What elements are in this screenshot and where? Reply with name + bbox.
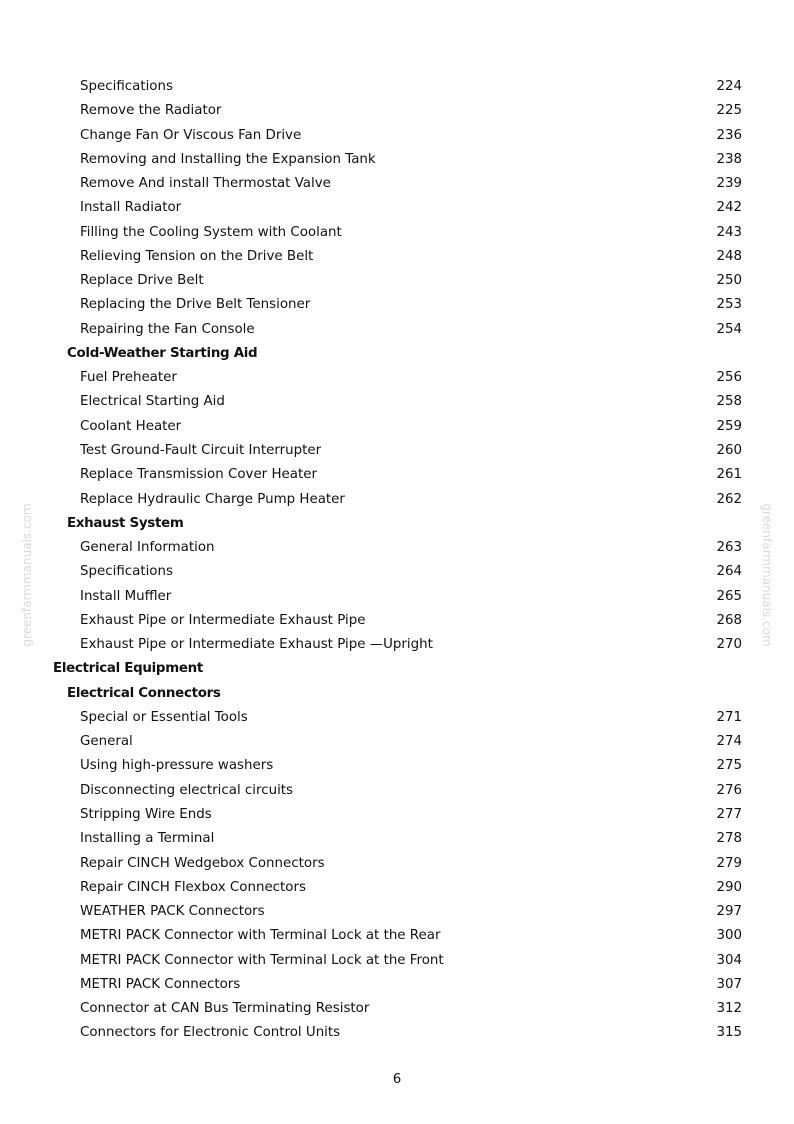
- toc-entry-title: Change Fan Or Viscous Fan Drive: [80, 127, 302, 143]
- toc-entry-title: Connectors for Electronic Control Units: [80, 1025, 341, 1041]
- toc-section-heading[interactable]: [0, 342, 794, 366]
- toc-entry[interactable]: [0, 585, 794, 609]
- toc-entry-page: 248: [716, 248, 742, 264]
- toc-entry[interactable]: [0, 1021, 794, 1045]
- toc-entry-page: 278: [716, 831, 742, 847]
- toc-entry[interactable]: [0, 415, 794, 439]
- toc-section-heading[interactable]: [0, 512, 794, 536]
- toc-entry-title: Removing and Installing the Expansion Tank: [80, 151, 376, 167]
- watermark-left: greenfarmmanuals.com: [20, 503, 34, 647]
- toc-entry-title: Filling the Cooling System with Coolant: [80, 224, 342, 240]
- toc-entry-title: Replace Drive Belt: [80, 273, 204, 289]
- toc-entry-title: METRI PACK Connectors: [80, 976, 241, 992]
- toc-entry-title: Install Radiator: [80, 200, 182, 216]
- toc-entry[interactable]: [0, 366, 794, 390]
- toc-entry[interactable]: [0, 730, 794, 754]
- toc-entry-title: Replace Transmission Cover Heater: [80, 467, 317, 483]
- toc-entry-title: Installing a Terminal: [80, 831, 215, 847]
- toc-entry-title: Exhaust Pipe or Intermediate Exhaust Pipe —Upright: [80, 637, 433, 653]
- toc-entry-page: 261: [716, 467, 742, 483]
- toc-entry-page: 254: [716, 321, 742, 337]
- toc-entry[interactable]: [0, 148, 794, 172]
- toc-entry-page: 304: [716, 952, 742, 968]
- toc-entry-page: 224: [716, 79, 742, 94]
- toc-entry[interactable]: [0, 633, 794, 657]
- toc-entry-title: General Information: [80, 540, 215, 556]
- toc-entry-title: Specifications: [80, 564, 173, 580]
- toc-entry-title: Electrical Equipment: [53, 661, 203, 677]
- toc-entry-title: Repair CINCH Flexbox Connectors: [80, 879, 306, 895]
- toc-entry-title: Specifications: [80, 79, 173, 94]
- toc-entry-page: 300: [716, 928, 742, 944]
- toc-entry-title: Electrical Starting Aid: [80, 394, 225, 410]
- toc-entry-page: 274: [716, 734, 742, 750]
- toc-entry-title: METRI PACK Connector with Terminal Lock at the Front: [80, 952, 444, 968]
- toc-entry[interactable]: [0, 318, 794, 342]
- toc-entry-page: 276: [716, 782, 742, 798]
- toc-entry[interactable]: [0, 609, 794, 633]
- toc-entry[interactable]: [0, 876, 794, 900]
- toc-entry-page: 260: [716, 442, 742, 458]
- toc-entry-title: Using high-pressure washers: [80, 758, 274, 774]
- toc-entry-title: WEATHER PACK Connectors: [80, 904, 265, 920]
- toc-entry[interactable]: [0, 75, 794, 99]
- page-number: 6: [392, 1072, 402, 1087]
- toc-entry[interactable]: [0, 924, 794, 948]
- toc-entry-page: 242: [716, 200, 742, 216]
- toc-entry-title: Remove And install Thermostat Valve: [80, 176, 331, 192]
- toc-entry-title: Exhaust System: [67, 515, 184, 531]
- toc-entry[interactable]: [0, 463, 794, 487]
- toc-entry-page: 277: [716, 806, 742, 822]
- toc-entry-page: 307: [716, 976, 742, 992]
- toc-entry[interactable]: [0, 439, 794, 463]
- toc-entry[interactable]: [0, 779, 794, 803]
- toc-entry[interactable]: [0, 949, 794, 973]
- toc-entry[interactable]: [0, 488, 794, 512]
- table-of-contents: [0, 75, 794, 1046]
- toc-entry[interactable]: [0, 754, 794, 778]
- toc-entry[interactable]: [0, 827, 794, 851]
- toc-entry[interactable]: [0, 706, 794, 730]
- toc-entry-title: Cold-Weather Starting Aid: [67, 345, 258, 361]
- toc-entry-page: 271: [716, 709, 742, 725]
- toc-entry[interactable]: [0, 196, 794, 220]
- toc-entry[interactable]: [0, 900, 794, 924]
- toc-entry[interactable]: [0, 997, 794, 1021]
- toc-entry-title: Coolant Heater: [80, 418, 182, 434]
- toc-entry-title: Relieving Tension on the Drive Belt: [80, 248, 314, 264]
- toc-entry[interactable]: [0, 99, 794, 123]
- toc-entry-page: 259: [716, 418, 742, 434]
- toc-entry-title: Test Ground-Fault Circuit Interrupter: [80, 442, 322, 458]
- toc-entry-title: Replacing the Drive Belt Tensioner: [80, 297, 311, 313]
- toc-entry-page: 225: [716, 103, 742, 119]
- toc-entry-page: 270: [716, 637, 742, 653]
- toc-entry-title: Install Muffler: [80, 588, 172, 604]
- toc-entry[interactable]: [0, 172, 794, 196]
- toc-entry-title: Electrical Connectors: [67, 685, 221, 701]
- toc-entry-page: 263: [716, 540, 742, 556]
- toc-entry-page: 262: [716, 491, 742, 507]
- toc-entry[interactable]: [0, 124, 794, 148]
- toc-entry-title: Disconnecting electrical circuits: [80, 782, 294, 798]
- toc-entry[interactable]: [0, 536, 794, 560]
- toc-entry-page: 315: [716, 1025, 742, 1041]
- toc-entry[interactable]: [0, 390, 794, 414]
- toc-entry-page: 275: [716, 758, 742, 774]
- toc-entry-title: Connector at CAN Bus Terminating Resistor: [80, 1001, 370, 1017]
- toc-entry[interactable]: [0, 245, 794, 269]
- toc-entry-page: 236: [716, 127, 742, 143]
- toc-entry-page: 250: [716, 273, 742, 289]
- toc-entry[interactable]: [0, 293, 794, 317]
- toc-entry-title: General: [80, 734, 133, 750]
- toc-entry-title: Replace Hydraulic Charge Pump Heater: [80, 491, 345, 507]
- toc-entry[interactable]: [0, 973, 794, 997]
- toc-entry-title: Fuel Preheater: [80, 370, 177, 386]
- toc-entry-page: 238: [716, 151, 742, 167]
- toc-entry-page: 253: [716, 297, 742, 313]
- toc-entry-title: Special or Essential Tools: [80, 709, 248, 725]
- toc-entry-page: 290: [716, 879, 742, 895]
- toc-entry-page: 239: [716, 176, 742, 192]
- toc-entry-page: 312: [716, 1001, 742, 1017]
- toc-entry[interactable]: [0, 803, 794, 827]
- toc-entry[interactable]: [0, 269, 794, 293]
- toc-entry-page: 265: [716, 588, 742, 604]
- toc-entry[interactable]: [0, 852, 794, 876]
- toc-entry-title: Remove the Radiator: [80, 103, 222, 119]
- toc-section-heading[interactable]: [0, 657, 794, 681]
- toc-entry-title: Stripping Wire Ends: [80, 806, 212, 822]
- toc-entry-page: 258: [716, 394, 742, 410]
- toc-entry-title: Repairing the Fan Console: [80, 321, 255, 337]
- toc-entry-title: Exhaust Pipe or Intermediate Exhaust Pipe: [80, 612, 366, 628]
- toc-entry-title: Repair CINCH Wedgebox Connectors: [80, 855, 325, 871]
- watermark-right: greenfarmmanuals.com: [760, 503, 774, 647]
- toc-entry[interactable]: [0, 560, 794, 584]
- toc-entry-page: 297: [716, 904, 742, 920]
- toc-entry-page: 243: [716, 224, 742, 240]
- toc-entry[interactable]: [0, 221, 794, 245]
- toc-entry-page: 256: [716, 370, 742, 386]
- toc-section-heading[interactable]: [0, 682, 794, 706]
- toc-entry-page: 264: [716, 564, 742, 580]
- toc-entry-title: METRI PACK Connector with Terminal Lock at the Rear: [80, 928, 441, 944]
- toc-entry-page: 268: [716, 612, 742, 628]
- toc-entry-page: 279: [716, 855, 742, 871]
